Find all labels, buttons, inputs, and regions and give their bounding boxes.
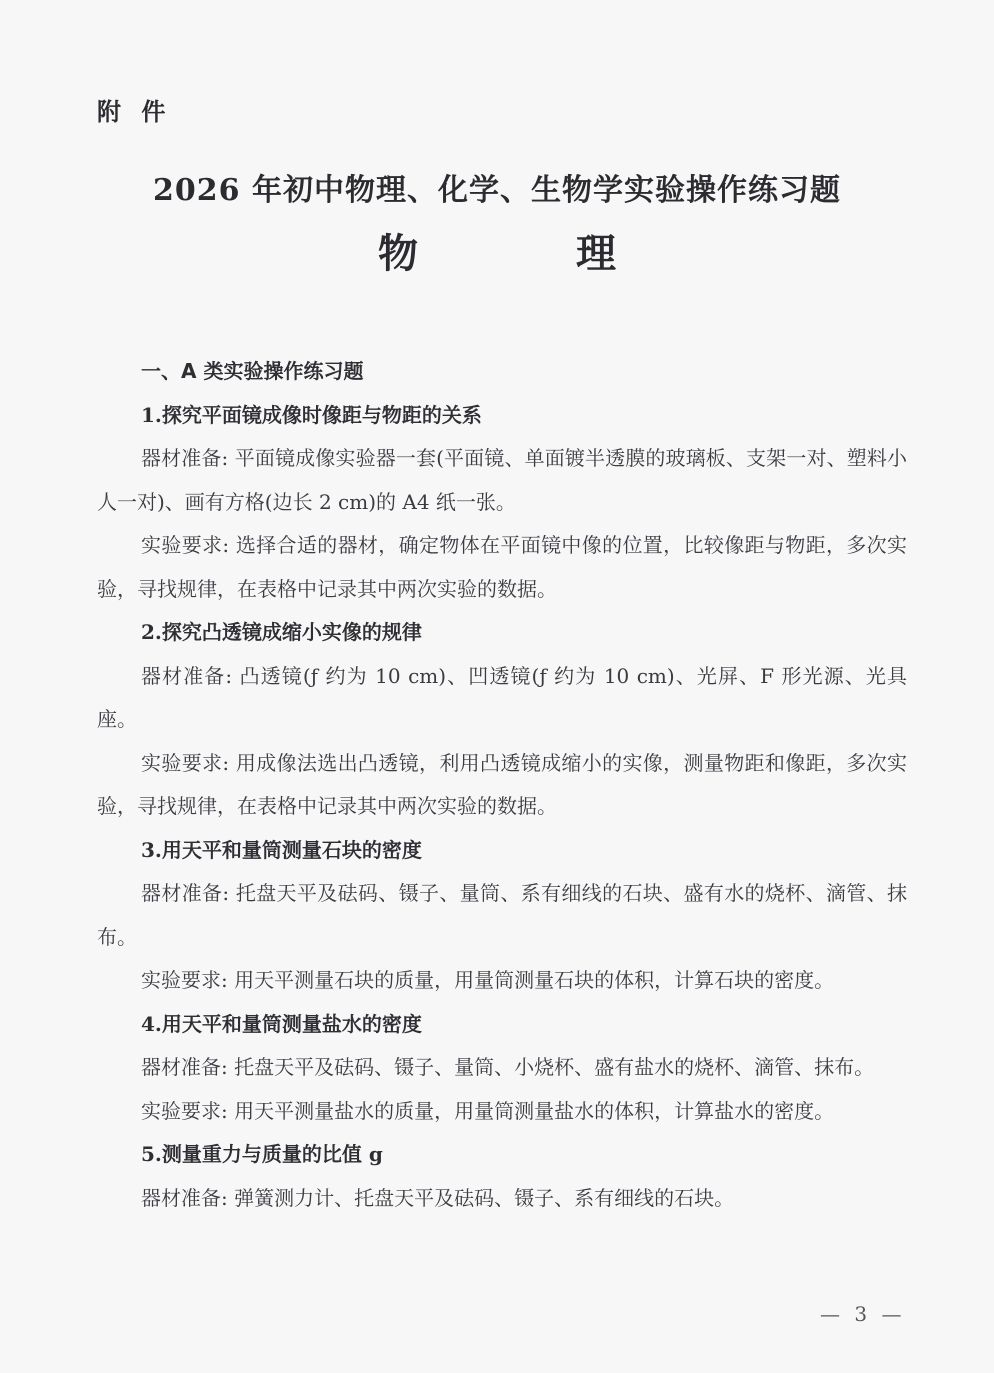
document-body [97, 350, 907, 1220]
page-number: — 3 — [820, 1302, 906, 1326]
section-heading: 一、A 类实验操作练习题 [141, 359, 364, 383]
item-5-materials: 器材准备: 弹簧测力计、托盘天平及砝码、镊子、系有细线的石块。 [141, 1185, 735, 1210]
item-3-title: 3.用天平和量筒测量石块的密度 [141, 837, 422, 862]
item-2-materials: 器材准备: 凸透镜(ƒ 约为 10 cm)、凹透镜(ƒ 约为 10 cm)、光屏、F 形光源、光具座。 [97, 663, 907, 731]
item-3-materials: 器材准备: 托盘天平及砝码、镊子、量筒、系有细线的石块、盛有水的烧杯、滴管、抹布。 [97, 881, 907, 949]
item-1-materials: 器材准备: 平面镜成像实验器一套(平面镜、单面镀半透膜的玻璃板、支架一对、塑料小人一对)、画有方格(边长 2 cm)的 A4 纸一张。 [97, 446, 907, 514]
item-4-title: 4.用天平和量筒测量盐水的密度 [141, 1011, 422, 1036]
item-3-requirements: 实验要求: 用天平测量石块的质量，用量筒测量石块的体积，计算石块的密度。 [141, 968, 835, 992]
subject-title: 物 理 [378, 230, 688, 277]
item-5-title: 5.测量重力与质量的比值 g [141, 1142, 383, 1166]
item-2-title: 2.探究凸透镜成缩小实像的规律 [141, 620, 422, 644]
item-1-title: 1.探究平面镜成像时像距与物距的关系 [141, 402, 482, 427]
attachment-label: 附 件 [97, 98, 172, 126]
item-4-requirements: 实验要求: 用天平测量盐水的质量，用量筒测量盐水的体积，计算盐水的密度。 [141, 1098, 835, 1123]
item-1-requirements: 实验要求: 选择合适的器材，确定物体在平面镜中像的位置，比较像距与物距，多次实验，寻找规律，在表格中记录其中两次实验的数据。 [97, 533, 907, 601]
document-title: 2026 年初中物理、化学、生物学实验操作练习题 [153, 173, 841, 208]
item-4-materials: 器材准备: 托盘天平及砝码、镊子、量筒、小烧杯、盛有盐水的烧杯、滴管、抹布。 [141, 1055, 875, 1079]
item-2-requirements: 实验要求: 用成像法选出凸透镜，利用凸透镜成缩小的实像，测量物距和像距，多次实验，寻找规律，在表格中记录其中两次实验的数据。 [97, 750, 907, 818]
